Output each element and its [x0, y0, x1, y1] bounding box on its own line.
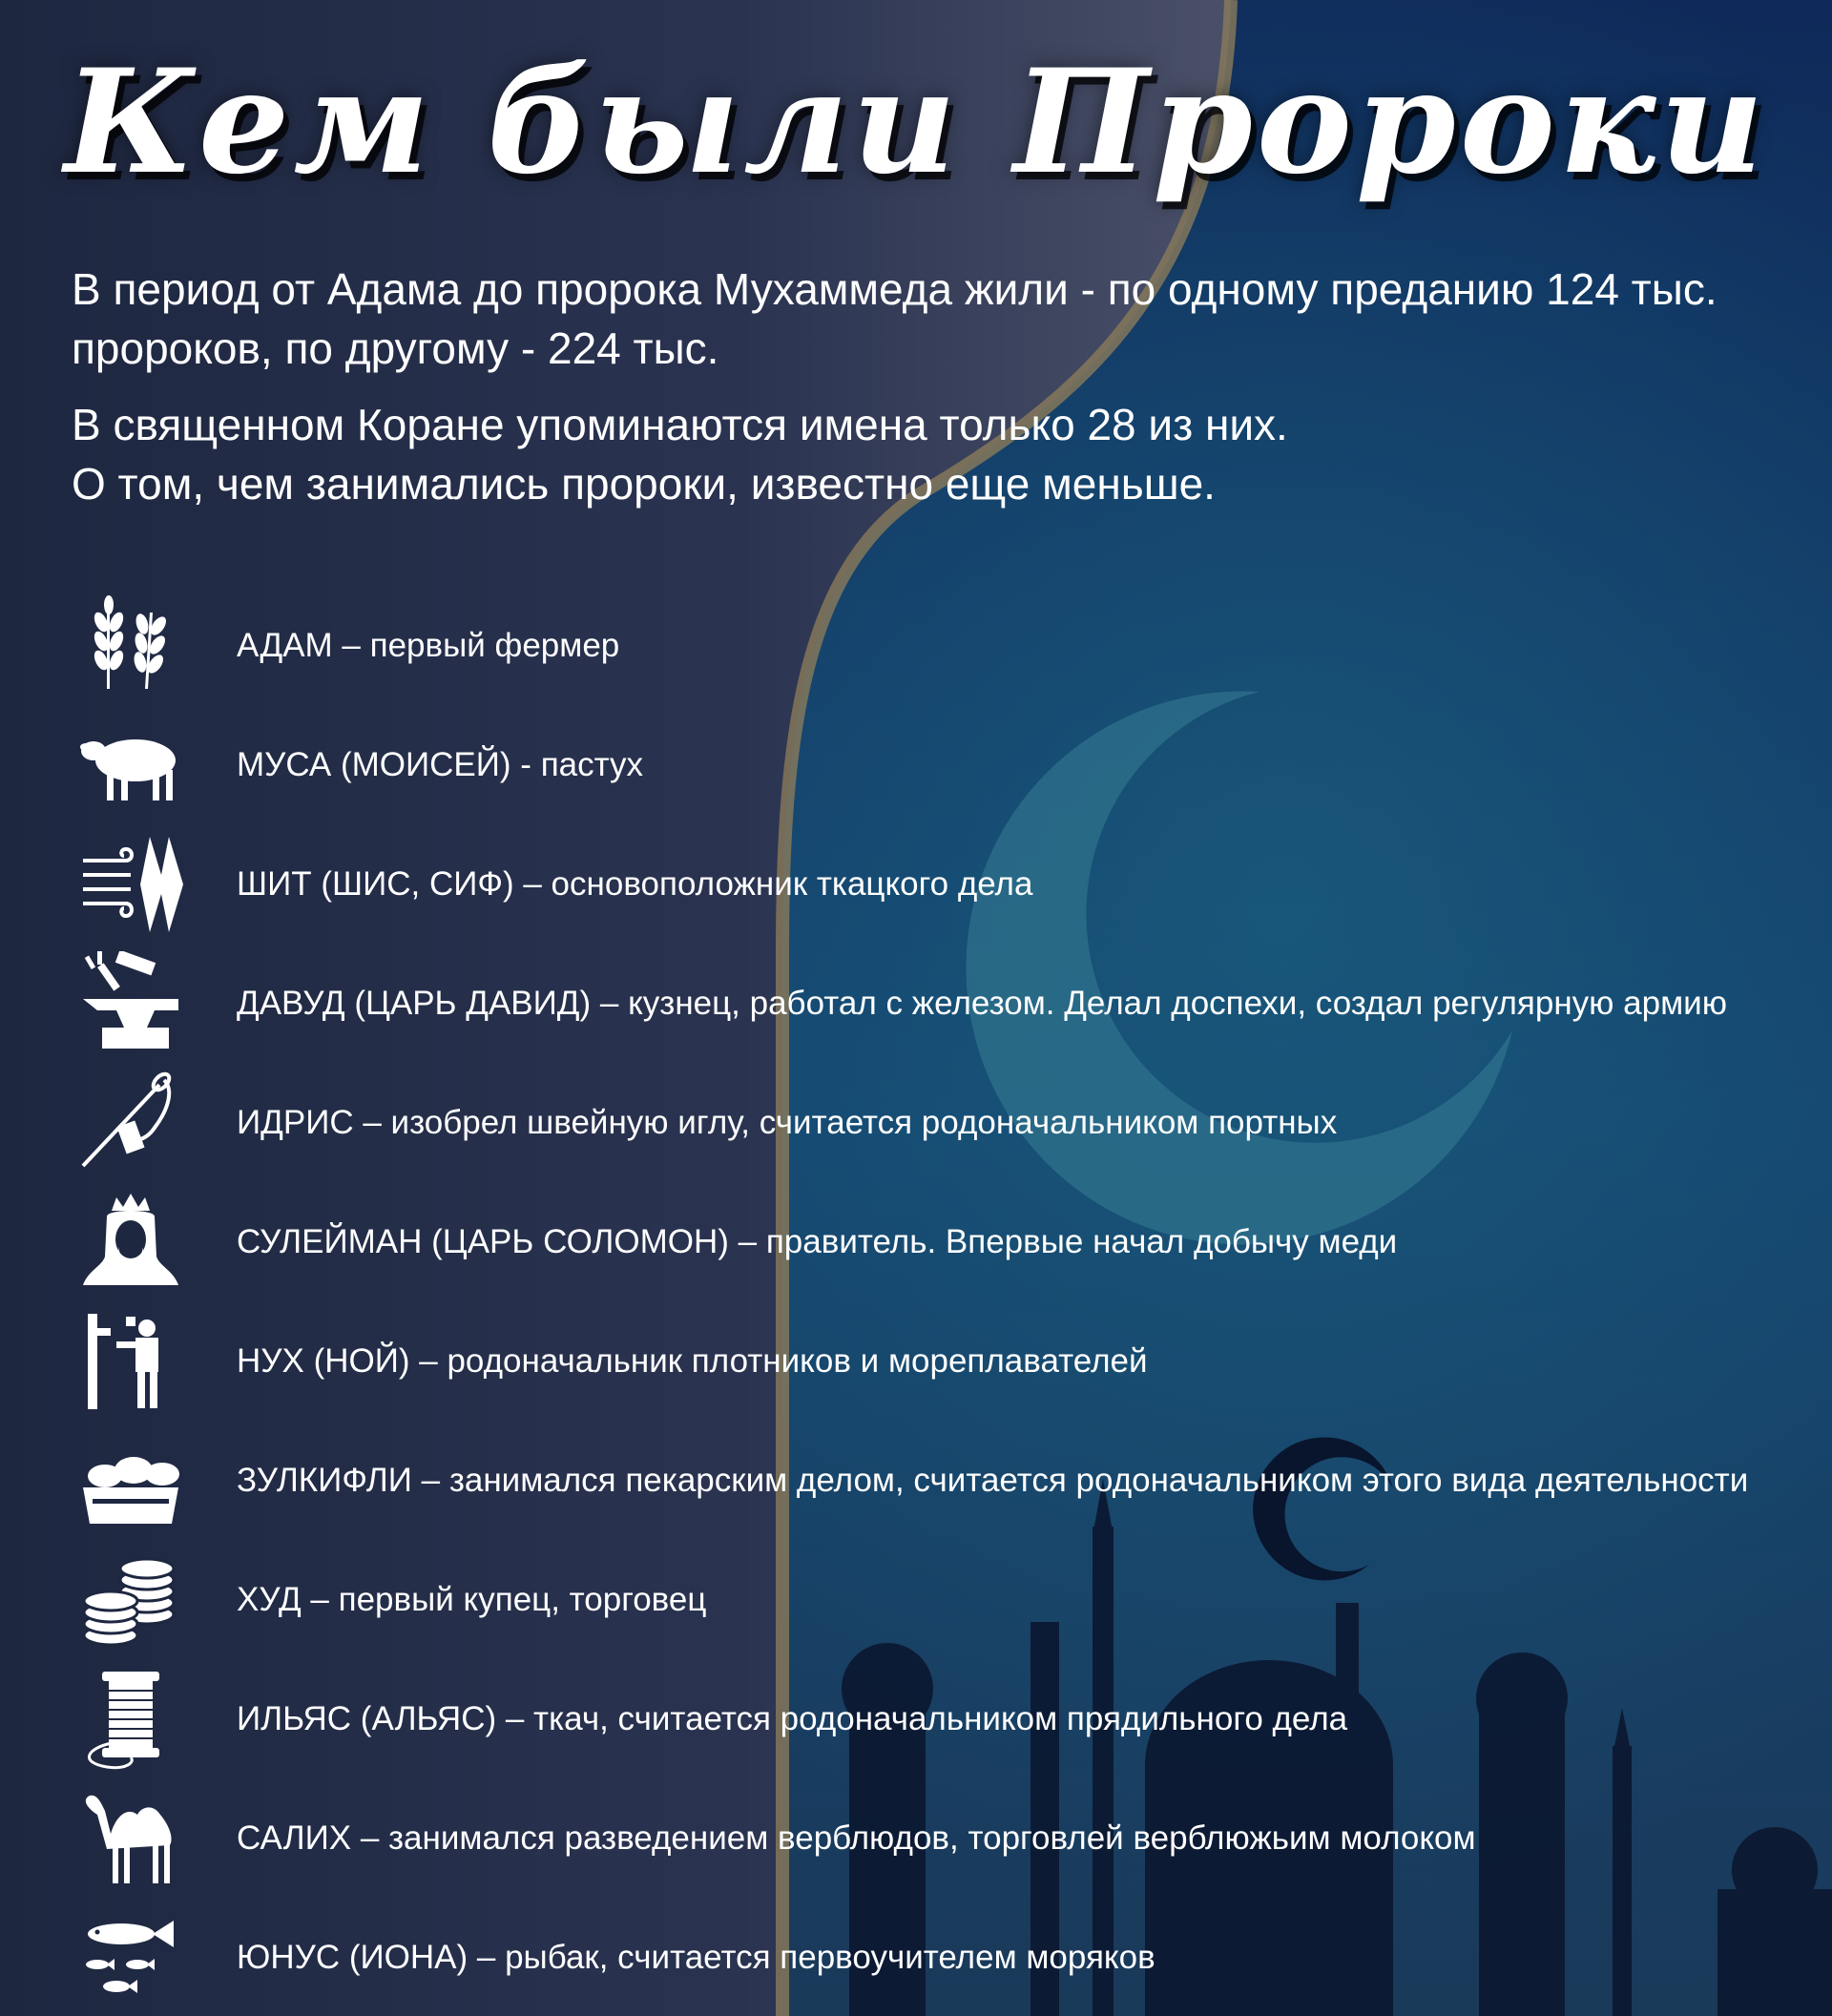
intro-line-1: В период от Адама до пророка Мухаммеда жили - по одному преданию 124 тыс. — [72, 264, 1718, 314]
list-item — [74, 951, 1792, 1056]
prophet-text: ЗУЛКИФЛИ – занимался пекарским делом, считается родоначальником этого вида деятельности — [237, 1462, 1749, 1499]
list-item — [74, 1190, 1792, 1295]
intro-line-3: В священном Коране упоминаются имена только 28 из них. — [72, 400, 1288, 449]
thread-spool-icon — [74, 1667, 208, 1772]
prophet-text: ДАВУД (ЦАРЬ ДАВИД) – кузнец, работал с железом. Делал доспехи, создал регулярную армию — [237, 985, 1727, 1022]
camel-icon — [74, 1786, 208, 1891]
needle-icon — [74, 1070, 208, 1175]
prophet-text: САЛИХ – занимался разведением верблюдов, торговлей верблюжьим молоком — [237, 1819, 1476, 1857]
list-item — [74, 1667, 1792, 1772]
prophet-text: МУСА (МОИСЕЙ) - пастух — [237, 746, 644, 783]
fish-icon — [74, 1905, 208, 2010]
weaving-icon — [74, 832, 208, 937]
prophet-text: ЮНУС (ИОНА) – рыбак, считается первоучителем моряков — [237, 1939, 1155, 1976]
coins-icon — [74, 1548, 208, 1652]
carpenter-icon — [74, 1309, 208, 1414]
prophet-text: ИЛЬЯС (АЛЬЯС) – ткач, считается родоначальником прядильного дела — [237, 1700, 1348, 1737]
bread-basket-icon — [74, 1428, 208, 1533]
prophet-text: ИДРИС – изобрел швейную иглу, считается родоначальником портных — [237, 1104, 1338, 1141]
prophet-text: НУХ (НОЙ) – родоначальник плотников и мореплавателей — [237, 1342, 1148, 1380]
list-item — [74, 1309, 1792, 1414]
prophet-text: СУЛЕЙМАН (ЦАРЬ СОЛОМОН) – правитель. Впервые начал добычу меди — [237, 1223, 1398, 1260]
list-item — [74, 1428, 1792, 1533]
list-item — [74, 1548, 1792, 1652]
list-item — [74, 1070, 1792, 1175]
list-item — [74, 1905, 1792, 2010]
sheep-icon — [74, 713, 208, 818]
intro-line-4: О том, чем занимались пророки, известно еще меньше. — [72, 459, 1216, 509]
prophet-text: АДАМ – первый фермер — [237, 627, 620, 664]
king-icon — [74, 1190, 208, 1295]
prophet-text: ШИТ (ШИС, СИФ) – основоположник ткацкого дела — [237, 865, 1033, 903]
list-item — [74, 593, 1792, 698]
page-title: Кем были Пророки — [64, 38, 1768, 206]
list-item — [74, 713, 1792, 818]
intro-line-2: пророков, по другому - 224 тыс. — [72, 323, 719, 373]
prophet-text: ХУД – первый купец, торговец — [237, 1581, 707, 1618]
anvil-icon — [74, 951, 208, 1056]
list-item — [74, 832, 1792, 937]
list-item — [74, 1786, 1792, 1891]
wheat-icon — [74, 593, 208, 698]
